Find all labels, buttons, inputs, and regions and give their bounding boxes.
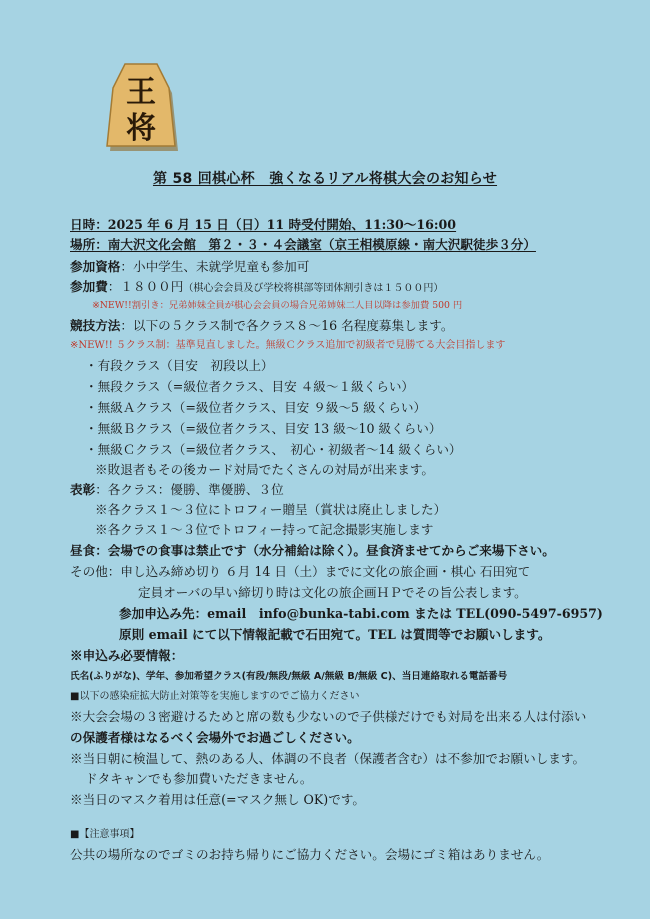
required-fields: 氏名(ふりがな)、学年、参加希望クラス(有段/無段/無級 A/無級 B/無級 C)、当日連絡取れる電話番号 (70, 671, 508, 682)
other-line: 定員オーバの早い締切り時は文化の旅企画ＨＰでその旨公表します。 (138, 585, 527, 600)
shogi-king-piece-icon (103, 60, 179, 152)
awards-row (70, 481, 284, 499)
guardian-note: の保護者様はなるべく会場外でお過ごしください。 (70, 730, 360, 745)
contact-info: 参加申込み先：email info@bunka-tabi.com または TEL(090-5497-6957) (119, 606, 603, 621)
loser-note: ※敗退者もその後カード対局でたくさんの対局が出来ます。 (95, 462, 435, 477)
awards-label: 表彰 (70, 482, 96, 497)
health-note: ※当日朝に検温して、熱のある人、体調の不良者（保護者含む）は不参加でお願いします。 (70, 751, 586, 766)
awards-text: ：各クラス：優勝、準優勝、３位 (95, 482, 284, 497)
competition-text: ：以下の５クラス制で各クラス８～16 名程度募集します。 (120, 318, 454, 333)
eligibility-text: ：小中学生、未就学児童も参加可 (120, 259, 310, 274)
sibling-discount-notice: ※NEW!!割引き：兄弟姉妹全員が棋心会会員の場合兄弟姉妹二人目以降は参加費 500 円 (92, 300, 463, 311)
lunch-notice: 昼食：会場での食事は禁止です（水分補給は除く）。昼食済ませてからご来場下さい。 (70, 543, 555, 558)
award-note: ※各クラス１～３位にトロフィー贈呈（賞状は廃止しました） (95, 502, 447, 517)
mask-note: ※当日のマスク着用は任意(=マスク無し OK)です。 (70, 792, 365, 807)
event-venue: 場所：南大沢文化会館 第２・３・４会議室（京王相模原線・南大沢駅徒歩３分） (70, 237, 536, 252)
competition-row (70, 317, 453, 335)
class-item: ・無級Ｂクラス（=級位者クラス、目安 13 級～10 級くらい） (85, 421, 442, 436)
fee-row (70, 278, 443, 298)
health-note: ドタキャンでも参加費いただきません。 (85, 771, 313, 786)
piece-char-general: 将 (126, 111, 156, 146)
piece-char-king: 王 (126, 75, 156, 110)
class-item: ・無級Ｃクラス（=級位者クラス、 初心・初級者～14 級くらい） (85, 442, 462, 457)
caution-text: 公共の場所なのでゴミのお持ち帰りにご協力ください。会場にゴミ箱はありません。 (70, 847, 550, 862)
class-item: ・有段クラス（目安 初段以上） (85, 358, 274, 373)
required-info-heading: ※申込み必要情報： (70, 648, 184, 663)
class-item: ・無級Ａクラス（=級位者クラス、目安 ９級～5 級くらい） (85, 400, 427, 415)
fee-label: 参加費 (70, 279, 108, 294)
event-datetime: 日時：2025 年 6 月 15 日（日）11 時受付開始、11:30～16:00 (70, 217, 457, 232)
class-system-notice: ※NEW!! ５クラス制：基準見直しました。無級Ｃクラス追加で初級者で見勝てる大会目指します (70, 340, 506, 351)
eligibility-label: 参加資格 (70, 259, 121, 274)
page-title: 第 58 回棋心杯 強くなるリアル将棋大会のお知らせ (152, 171, 498, 187)
other-line: その他：申し込み締め切り ６月 14 日（土）までに文化の旅企画・棋心 石田宛て (70, 564, 531, 579)
infection-control-notice: ■以下の感染症拡大防止対策等を実施しますのでご協力ください (70, 691, 360, 702)
fee-note: （棋心会会員及び学校将棋部等団体割引きは１５００円） (183, 283, 444, 294)
guardian-note: ※大会会場の３密避けるためと席の数も少ないので子供様だけでも対局を出来る人は付添い (70, 709, 587, 724)
caution-heading: ■【注意事項】 (70, 829, 140, 840)
competition-label: 競技方法 (70, 318, 121, 333)
class-item: ・無段クラス（=級位者クラス、目安 ４級～１級くらい） (85, 379, 415, 394)
email-note: 原則 email にて以下情報記載で石田宛て。TEL は質問等でお願いします。 (119, 627, 551, 642)
fee-amount: ：１８００円 (107, 279, 184, 294)
award-note: ※各クラス１～３位でトロフィー持って記念撮影実施します (95, 522, 434, 537)
eligibility-row (70, 258, 309, 276)
